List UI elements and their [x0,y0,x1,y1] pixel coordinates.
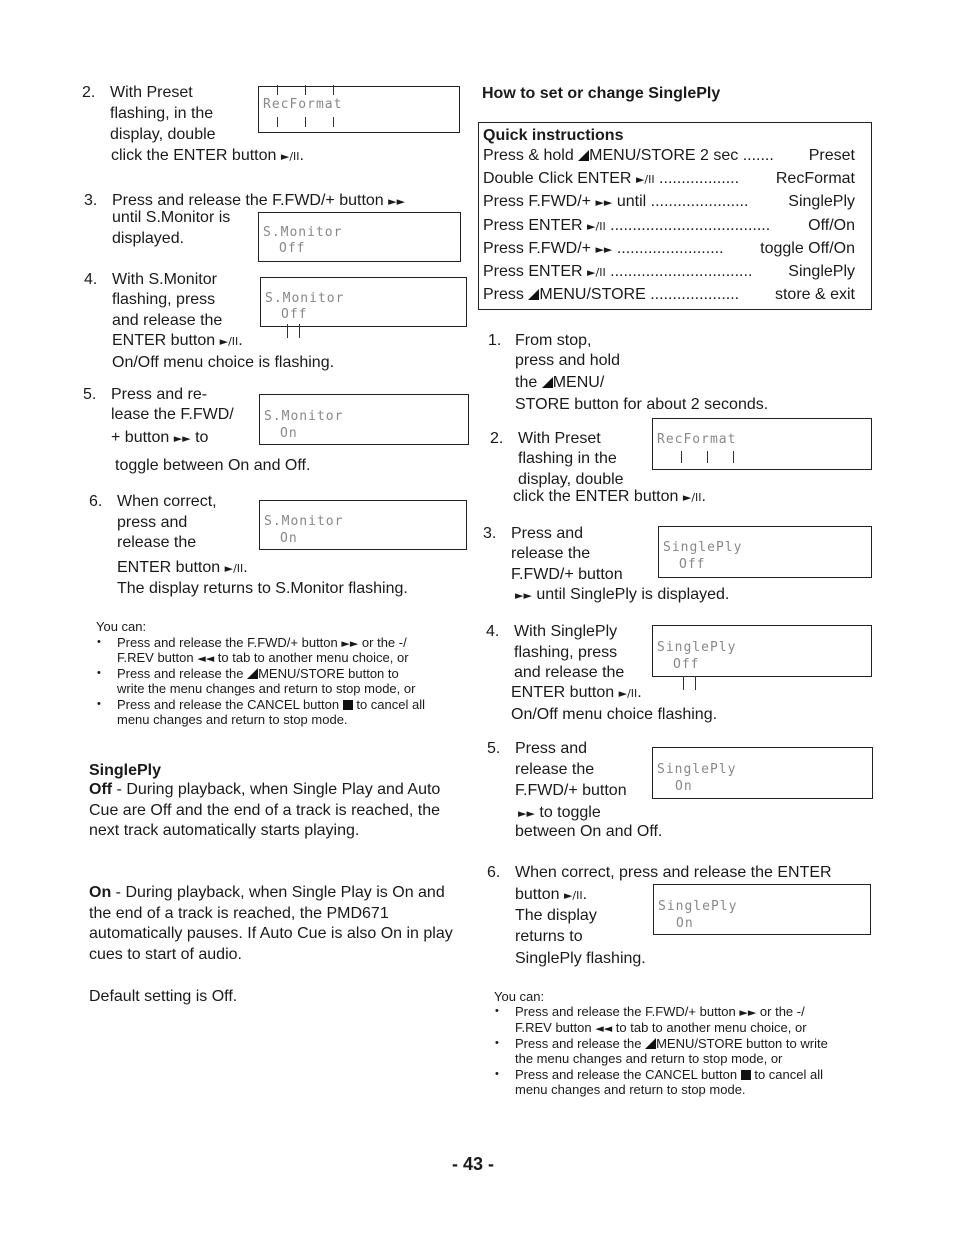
play-pause-icon: ►/II [280,150,300,163]
quick-row: Press F.FWD/+ ►► ........................ toggle Off/On [483,240,855,257]
step-text: When correct, press and release the ENTER [515,864,832,881]
step-text: SinglePly flashing. [515,950,646,967]
step-text: ►► to toggle [518,804,601,821]
stop-square-icon [741,1070,751,1080]
lcd-line-2: On [675,779,693,794]
menu-store-triangle-icon [542,377,553,388]
step-text: click the ENTER button ►/II. [111,147,304,164]
lcd-display [652,747,873,799]
step-text: Press and release the F.FWD/+ button ►► [112,192,406,209]
lcd-line-1: SinglePly [658,899,738,914]
quick-row: Press & hold MENU/STORE 2 sec ....... Preset [483,147,855,164]
step-text: + button ►► to [111,429,209,446]
play-pause-icon: ►/II [587,266,606,279]
lcd-line-1: SinglePly [657,640,737,655]
menu-store-triangle-icon [578,150,589,161]
step-text: On/Off menu choice is flashing. [112,354,335,371]
step-text: release the [515,761,595,778]
step-text: displayed. [112,230,185,247]
lcd-line-1: S.Monitor [265,291,345,306]
lcd-line-1: S.Monitor [264,409,344,424]
section-heading: How to set or change SinglePly [482,85,721,102]
lcd-line-2: Off [673,657,700,672]
quick-row: Press MENU/STORE .................... store & exit [483,286,855,303]
fast-forward-icon: ►► [515,589,532,602]
step-text: flashing in the [518,450,617,467]
step-number: 6. [487,864,501,881]
on-description: On - During playback, when Single Play is On and the end of a track is reached, the PMD671 automatically pauses. If Auto Cue is also On in play cues to start of audio. [89,884,453,963]
step-number: 3. [483,525,497,542]
step-text: click the ENTER button ►/II. [513,488,706,505]
step-text: Press and [511,525,584,542]
step-text: Press and re- [111,386,208,403]
stop-square-icon [343,700,353,710]
step-text: between On and Off. [515,823,663,840]
step-text: and release the [112,312,223,329]
step-text: returns to [515,928,583,945]
play-pause-icon: ►/II [682,491,702,504]
step-text: ENTER button ►/II. [511,684,642,701]
step-text: F.FWD/+ button [515,782,627,799]
step-text: flashing, in the [110,105,214,122]
step-text: lease the F.FWD/ [111,406,234,423]
quick-row: Press ENTER ►/II .................................... Off/On [483,217,855,234]
fast-forward-icon: ►► [595,196,613,209]
lcd-display [653,884,871,935]
step-text: With Preset [518,430,601,447]
step-number: 2. [490,430,504,447]
step-text: press and hold [515,352,620,369]
fast-forward-icon: ►► [518,807,535,820]
fast-forward-icon: ►► [739,1006,757,1019]
step-number: 4. [486,623,500,640]
step-text: The display returns to S.Monitor flashing. [117,580,408,597]
quick-row: Press ENTER ►/II ................................ SinglePly [483,263,855,280]
lcd-display [259,394,469,445]
step-text: When correct, [117,493,217,510]
step-number: 4. [84,271,98,288]
step-text: ENTER button ►/II. [117,559,248,576]
step-text: until S.Monitor is [112,209,231,226]
step-text: toggle between On and Off. [115,457,311,474]
lcd-display [658,526,872,578]
fast-forward-icon: ►► [595,243,613,256]
step-text: button ►/II. [515,886,588,903]
lcd-line-2: Off [679,557,706,572]
step-text: STORE button for about 2 seconds. [515,396,769,413]
note-text: Press and release the CANCEL button to cancel all [117,697,425,712]
lcd-display [259,500,467,550]
note-text: menu changes and return to stop mode. [117,712,348,727]
note-text: Press and release the MENU/STORE button to [117,666,399,681]
step-text: display, double [110,126,216,143]
step-number: 6. [89,493,103,510]
step-text: ►► until SinglePly is displayed. [515,586,730,603]
menu-store-triangle-icon [528,289,539,300]
play-pause-icon: ►/II [219,335,239,348]
lcd-display [652,625,872,677]
note-text: Press and release the F.FWD/+ button ►► or the -/ [117,635,407,650]
play-pause-icon: ►/II [224,562,244,575]
lcd-line-1: S.Monitor [263,225,343,240]
quick-row: Double Click ENTER ►/II .................. RecFormat [483,170,855,187]
lcd-line-1: SinglePly [657,762,737,777]
step-text: From stop, [515,332,592,349]
note-text: F.REV button ◄◄ to tab to another menu choice, or [515,1020,807,1035]
step-text: The display [515,907,597,924]
lcd-line-2: On [280,531,298,546]
step-text: flashing, press [514,644,618,661]
step-text: ENTER button ►/II. [112,332,243,349]
note-text: F.REV button ◄◄ to tab to another menu choice, or [117,650,409,665]
lcd-line-2: On [280,426,298,441]
step-text: flashing, press [112,291,216,308]
note-title: You can: [96,619,147,634]
note-text: Press and release the MENU/STORE button to write [515,1036,828,1051]
lcd-display [260,277,467,327]
page-number: - 43 - [452,1154,495,1174]
step-number: 5. [83,386,97,403]
play-pause-icon: ►/II [635,173,655,186]
play-pause-icon: ►/II [618,687,638,700]
note-text: the menu changes and return to stop mode, or [515,1051,783,1066]
off-description: Off - During playback, when Single Play and Auto Cue are Off and the end of a track is reached, the next track automatically starts playing. [89,781,441,840]
lcd-display [258,212,461,262]
lcd-line-2: On [676,916,694,931]
step-number: 1. [488,332,502,349]
lcd-line-1: S.Monitor [264,514,344,529]
play-pause-icon: ►/II [587,220,606,233]
note-title: You can: [494,989,545,1004]
menu-store-triangle-icon [645,1038,656,1049]
lcd-line-2: Off [281,307,308,322]
quick-row: Press F.FWD/+ ►► until ...................... SinglePly [483,193,855,210]
note-text: Press and release the CANCEL button to cancel all [515,1067,823,1082]
section-heading: SinglePly [89,762,162,779]
rewind-icon: ◄◄ [595,1022,613,1035]
step-text: With S.Monitor [112,271,217,288]
step-text: With SinglePly [514,623,618,640]
lcd-line-1: RecFormat [657,432,737,447]
play-pause-icon: ►/II [563,889,583,902]
quick-title: Quick instructions [483,127,624,144]
note-text: menu changes and return to stop mode. [515,1082,746,1097]
menu-store-triangle-icon [247,668,258,679]
step-text: the MENU/ [515,374,605,391]
step-text: With Preset [110,84,193,101]
quick-instructions-box [478,122,872,310]
note-text: Press and release the F.FWD/+ button ►► or the -/ [515,1004,805,1019]
lcd-display [258,86,460,133]
lcd-display [652,418,872,470]
step-number: 5. [487,740,501,757]
step-text: display, double [518,471,624,488]
step-text: press and [117,514,188,531]
lcd-line-1: SinglePly [663,540,743,555]
step-number: 2. [82,84,96,101]
step-text: On/Off menu choice flashing. [511,706,718,723]
step-text: release the [511,545,591,562]
lcd-line-1: RecFormat [263,97,343,112]
step-text: F.FWD/+ button [511,566,623,583]
note-text: write the menu changes and return to stop mode, or [117,681,416,696]
default-setting: Default setting is Off. [89,988,238,1005]
step-number: 3. [84,192,98,209]
fast-forward-icon: ►► [341,637,359,650]
rewind-icon: ◄◄ [197,652,215,665]
step-text: Press and [515,740,588,757]
step-text: and release the [514,664,625,681]
fast-forward-icon: ►► [173,432,191,445]
fast-forward-icon: ►► [388,195,406,208]
lcd-line-2: Off [279,241,306,256]
step-text: release the [117,534,197,551]
